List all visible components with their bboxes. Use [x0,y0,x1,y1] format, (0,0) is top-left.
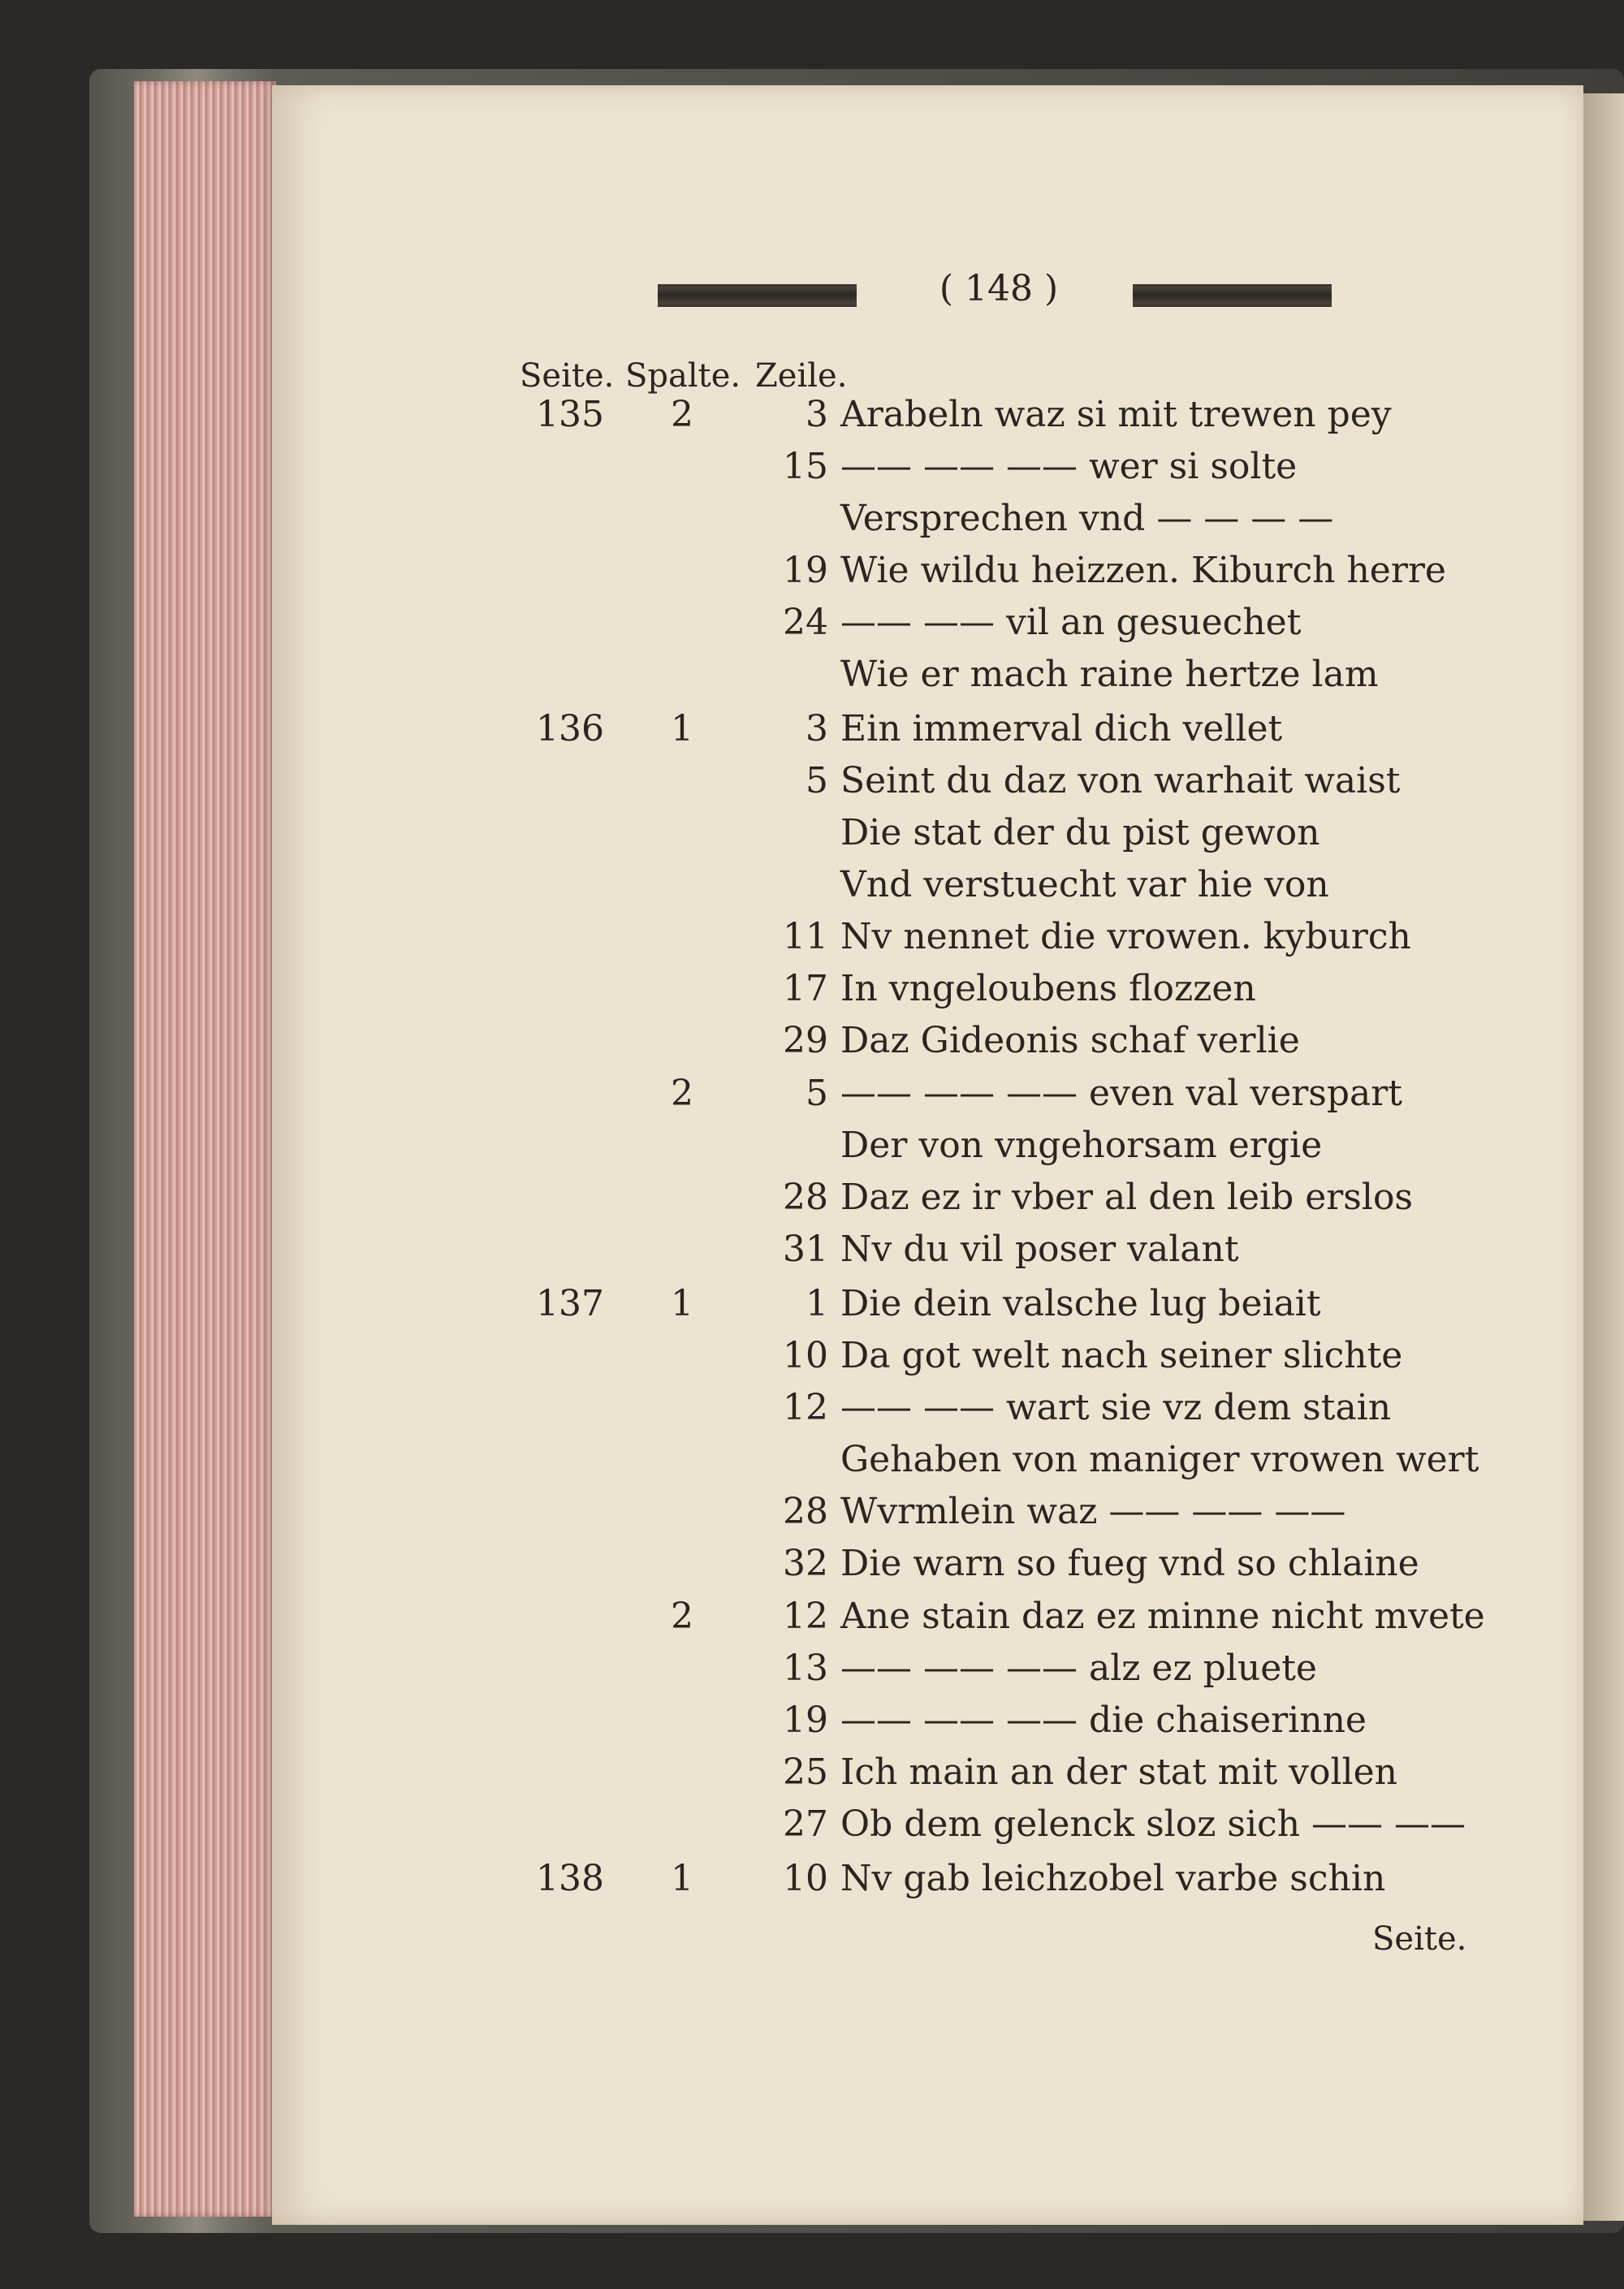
zeile-number: 24 [783,602,828,643]
verse-text: Wie er mach raine hertze lam [840,654,1379,695]
zeile-number: 11 [783,916,828,957]
spalte-number: 1 [671,708,693,749]
verse-text: Vnd verstuecht var hie von [840,864,1329,905]
catchword: Seite. [1372,1920,1467,1958]
errata-row [0,1125,1624,1177]
seite-number: 137 [536,1283,604,1324]
zeile-number: 29 [783,1020,828,1061]
errata-row [0,1020,1624,1072]
column-header-seite: Seite. [520,357,615,395]
errata-row [0,708,1624,760]
verse-text: Ein immerval dich vellet [840,708,1283,749]
errata-row [0,812,1624,864]
header-rule-left [658,284,857,307]
verse-text: Daz Gideonis schaf verlie [840,1020,1300,1061]
errata-row [0,1699,1624,1751]
verse-text: Wie wildu heizzen. Kiburch herre [840,550,1446,591]
errata-row [0,1283,1624,1335]
verse-text: Arabeln waz si mit trewen pey [840,394,1392,435]
seite-number: 138 [536,1858,604,1899]
verse-text: Nv du vil poser valant [840,1229,1239,1270]
verse-text: Wvrmlein waz —— —— —— [840,1491,1346,1532]
verse-text: Die warn so fueg vnd so chlaine [840,1543,1419,1584]
verse-text: In vngeloubens flozzen [840,968,1256,1009]
zeile-number: 5 [806,760,828,801]
zeile-number: 3 [806,394,828,435]
zeile-number: 19 [783,550,828,591]
verse-text: Der von vngehorsam ergie [840,1125,1323,1166]
verse-text: Ich main an der stat mit vollen [840,1751,1397,1793]
errata-row [0,968,1624,1020]
verse-text: Die stat der du pist gewon [840,812,1320,853]
zeile-number: 10 [783,1858,828,1899]
verse-text: Ane stain daz ez minne nicht mvete [840,1596,1485,1637]
verse-text: —— —— wart sie vz dem stain [840,1387,1392,1428]
zeile-number: 32 [783,1543,828,1584]
errata-row [0,1491,1624,1543]
zeile-number: 12 [783,1387,828,1428]
zeile-number: 10 [783,1335,828,1376]
zeile-number: 17 [783,968,828,1009]
spalte-number: 1 [671,1283,693,1324]
errata-row [0,602,1624,654]
zeile-number: 28 [783,1177,828,1218]
verse-text: Nv nennet die vrowen. kyburch [840,916,1411,957]
spalte-number: 2 [671,394,693,435]
column-header-spalte: Spalte. [625,357,741,395]
zeile-number: 19 [783,1699,828,1741]
errata-row [0,1751,1624,1803]
verse-text: Die dein valsche lug beiait [840,1283,1321,1324]
verse-text: —— —— —— alz ez pluete [840,1648,1317,1689]
verse-text: —— —— —— die chaiserinne [840,1699,1367,1741]
errata-row [0,1335,1624,1387]
errata-row [0,1858,1624,1910]
seite-number: 135 [536,394,604,435]
header-rule-right [1133,284,1332,307]
errata-row [0,446,1624,498]
errata-row [0,394,1624,446]
errata-row [0,550,1624,602]
page-header [658,268,1332,317]
errata-row [0,1439,1624,1491]
errata-row [0,1229,1624,1281]
column-header-zeile: Zeile. [755,357,848,395]
zeile-number: 13 [783,1648,828,1689]
zeile-number: 25 [783,1751,828,1793]
verse-text: Nv gab leichzobel varbe schin [840,1858,1386,1899]
errata-row [0,1596,1624,1648]
zeile-number: 28 [783,1491,828,1532]
errata-row [0,1387,1624,1439]
zeile-number: 3 [806,708,828,749]
errata-row [0,654,1624,706]
spalte-number: 2 [671,1596,693,1637]
errata-row [0,1803,1624,1855]
verse-text: Da got welt nach seiner slichte [840,1335,1403,1376]
verse-text: Ob dem gelenck sloz sich —— —— [840,1803,1466,1845]
errata-row [0,1543,1624,1595]
zeile-number: 31 [783,1229,828,1270]
errata-row [0,760,1624,812]
verse-text: —— —— —— even val verspart [840,1073,1402,1114]
seite-number: 136 [536,708,604,749]
errata-row [0,1648,1624,1699]
verse-text: Versprechen vnd — — — — [840,498,1334,539]
verse-text: —— —— —— wer si solte [840,446,1298,487]
errata-row [0,916,1624,968]
verse-text: Gehaben von maniger vrowen wert [840,1439,1479,1480]
zeile-number: 12 [783,1596,828,1637]
errata-row [0,864,1624,916]
spalte-number: 2 [671,1073,693,1114]
verse-text: Seint du daz von warhait waist [840,760,1401,801]
page-number: ( 148 ) [939,268,1059,309]
zeile-number: 15 [783,446,828,487]
spalte-number: 1 [671,1858,693,1899]
zeile-number: 27 [783,1803,828,1845]
errata-row [0,1073,1624,1125]
zeile-number: 1 [806,1283,828,1324]
errata-row [0,1177,1624,1229]
verse-text: —— —— vil an gesuechet [840,602,1302,643]
errata-row [0,498,1624,550]
zeile-number: 5 [806,1073,828,1114]
verse-text: Daz ez ir vber al den leib erslos [840,1177,1414,1218]
